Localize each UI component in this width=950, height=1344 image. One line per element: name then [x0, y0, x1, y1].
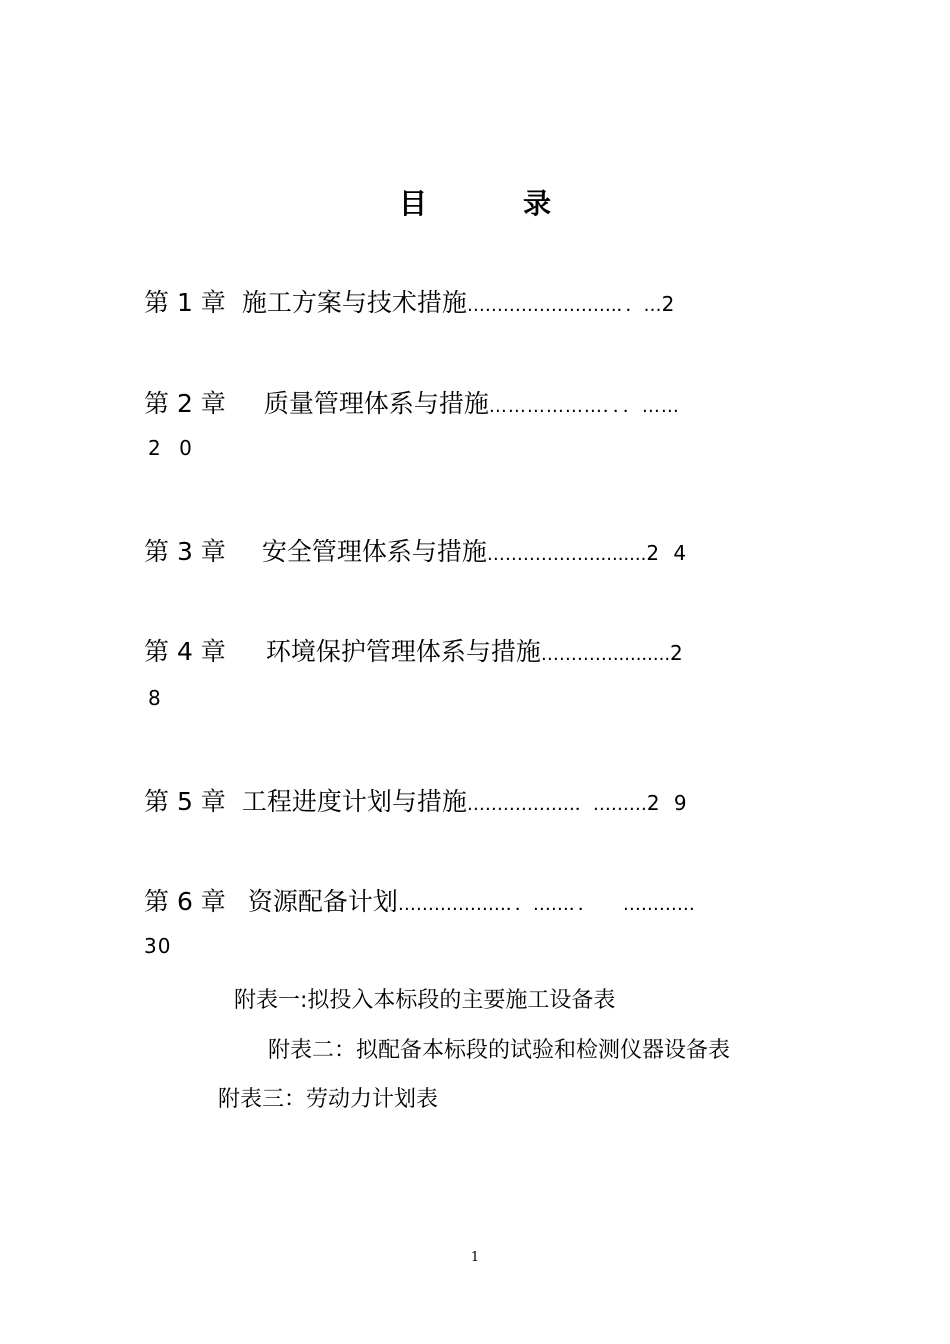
toc-leader-dots: ………………......... [486, 544, 647, 565]
chapter-page-number: 2 [661, 292, 679, 316]
toc-entry-chapter-1[interactable] [144, 283, 678, 319]
chapter-label: 第 5 章 [144, 787, 226, 816]
chapter-name: 安全管理体系与措施 [261, 537, 487, 566]
toc-leader-dots: ………………．……… [466, 794, 647, 815]
chapter-page-number-continued: 8 [148, 686, 167, 710]
toc-title-char-1: 目 [398, 187, 427, 220]
chapter-page-number: 2 4 [646, 541, 691, 565]
appendix-item-2[interactable]: 附表二：拟配备本标段的试验和检测仪器设备表 [268, 1038, 731, 1063]
chapter-label: 第 2 章 [144, 389, 226, 418]
chapter-label: 第 3 章 [144, 537, 226, 566]
toc-entry-chapter-6[interactable] [144, 882, 695, 918]
toc-leader-dots: ………………．．．…… [488, 396, 680, 417]
toc-title [0, 182, 950, 222]
toc-entry-chapter-4[interactable] [144, 632, 687, 668]
toc-entry-chapter-5[interactable] [144, 782, 691, 818]
chapter-label: 第 6 章 [144, 887, 226, 916]
chapter-page-number-continued: 2 0 [148, 436, 198, 460]
toc-leader-dots: …………………….．．… [466, 295, 662, 316]
chapter-name: 工程进度计划与措施 [241, 787, 467, 816]
toc-leader-dots: ………………．．……．． ………… [397, 894, 695, 915]
chapter-name: 施工方案与技术措施 [241, 288, 467, 317]
chapter-page-number-continued: 30 [144, 934, 172, 958]
appendix-item-3[interactable]: 附表三：劳动力计划表 [218, 1087, 439, 1112]
appendix-item-1[interactable]: 附表一:拟投入本标段的主要施工设备表 [234, 988, 616, 1013]
chapter-name: 资源配备计划 [247, 887, 398, 916]
page-number: 1 [470, 1250, 480, 1265]
chapter-page-number: 2 [670, 641, 687, 665]
toc-entry-chapter-2[interactable] [144, 384, 680, 420]
chapter-label: 第 1 章 [144, 288, 226, 317]
toc-leader-dots: ………….......... [540, 644, 671, 665]
toc-title-char-2: 录 [523, 187, 552, 220]
chapter-name: 质量管理体系与措施 [263, 389, 489, 418]
chapter-name: 环境保护管理体系与措施 [265, 637, 541, 666]
chapter-page-number: 2 9 [646, 791, 691, 815]
toc-entry-chapter-3[interactable] [144, 532, 690, 568]
chapter-label: 第 4 章 [144, 637, 226, 666]
